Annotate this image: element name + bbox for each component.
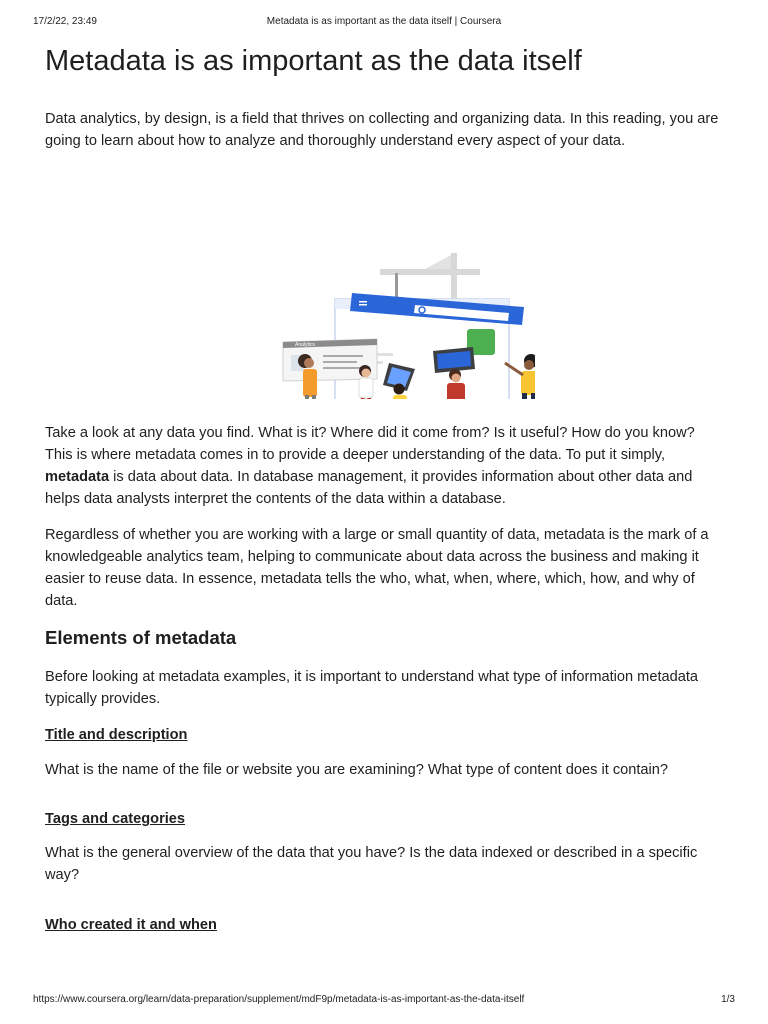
title-description-paragraph: What is the name of the file or website you are examining? What type of content does it contain?	[45, 762, 669, 778]
intro-paragraph: Data analytics, by design, is a field that thrives on collecting and organizing data. In this reading, you are going to learn about how to analyze and thoroughly understand every aspect of your data.	[45, 111, 719, 149]
print-datetime: 17/2/22, 23:49	[33, 16, 97, 27]
svg-text:Analytics: Analytics	[295, 342, 316, 348]
elements-intro-paragraph: Before looking at metadata examples, it is important to understand what type of information metadata typically provides.	[45, 669, 699, 707]
section-heading-elements: Elements of metadata	[45, 627, 237, 648]
page-title: Metadata is as important as the data itself	[45, 45, 582, 77]
metadata-purpose-paragraph: Regardless of whether you are working with a large or small quantity of data, metadata is the mark of a knowledgeable analytics team, helping to communicate about data across the business and making it easier to reuse data. In essence, metadata tells the who, what, when, where, which, how, and why of data.	[45, 527, 709, 609]
team-analytics-illustration	[235, 203, 535, 399]
print-footer	[33, 994, 735, 1008]
person-analyst-2	[357, 365, 373, 399]
print-url: https://www.coursera.org/learn/data-preparation/supplement/mdF9p/metadata-is-as-important-as-the-data-itself	[33, 994, 525, 1005]
print-page-title: Metadata is as important as the data itself | Coursera	[266, 16, 502, 27]
subheading-title-description: Title and description	[45, 727, 188, 743]
subheading-who-created: Who created it and when	[45, 917, 217, 933]
article-content	[45, 43, 725, 933]
print-page-number: 1/3	[721, 994, 735, 1005]
print-header	[33, 16, 735, 30]
tags-categories-paragraph: What is the general overview of the data that you have? Is the data indexed or described in a specific way?	[45, 845, 698, 883]
subheading-tags-categories: Tags and categories	[45, 811, 186, 827]
metadata-bold-term: metadata	[45, 469, 110, 485]
metadata-definition-paragraph: Take a look at any data you find. What is it? Where did it come from? Is it useful? How do you know? This is where metadata comes in to provide a deeper understanding of the data. To put it simply, metadata is data about data. In database management, it provides information about other data and helps data analysts interpret the contents of the data within a database.	[45, 425, 695, 507]
